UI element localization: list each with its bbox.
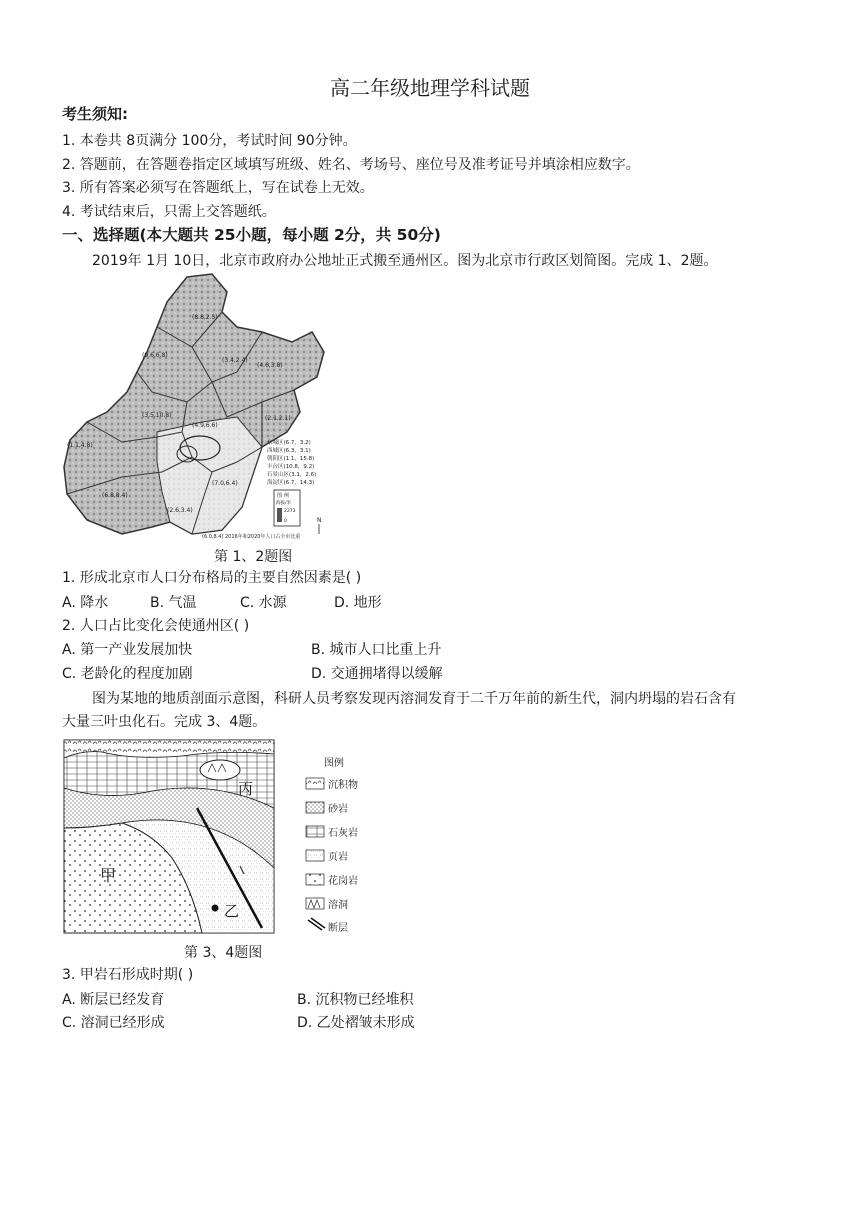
intro-2-line-2: 大量三叶虫化石。完成 3、4题。 (62, 714, 267, 730)
q2-stem: 2. 人口占比变化会使通州区( ) (62, 618, 250, 634)
legend-cave: 溶洞 (328, 900, 348, 911)
q1-option-b: B. 气温 (150, 595, 197, 611)
legend-sediment: 沉积物 (328, 780, 358, 791)
q3-option-b: B. 沉积物已经堆积 (297, 992, 414, 1008)
q1-option-a: A. 降水 (62, 595, 109, 611)
legend-title-2: 例 (284, 493, 290, 499)
legend-gradient (277, 508, 282, 522)
notice-heading: 考生须知: (62, 105, 128, 123)
legend-title-1: 图 (277, 493, 283, 499)
district-label: (6.8,8.4) (102, 492, 128, 499)
figure1-caption: 第 1、2题图 (214, 549, 293, 565)
q2-option-d: D. 交通拥堵得以缓解 (311, 666, 443, 682)
legend-sandstone-swatch (306, 802, 324, 813)
geo-legend-title: 图例 (324, 758, 344, 769)
legend-fault-icon (308, 918, 325, 930)
legend-unit: 海拔/米 (276, 501, 292, 506)
district-label: (7.0,6.4) (212, 480, 238, 487)
label-yi: 乙 (224, 902, 240, 920)
section-mid1: 小题，每小题 (235, 226, 334, 244)
map-legend-line: 西城区(6.3，3.1) (267, 448, 311, 454)
legend-sediment-swatch (306, 778, 324, 789)
legend-fault: 断层 (328, 923, 348, 934)
notice-item-1: 1. 本卷共 8页满分 100分，考试时间 90分钟。 (62, 133, 357, 149)
map-legend-line: 朝阳区(1.1，15.8) (267, 456, 315, 462)
legend-limestone-swatch (306, 826, 324, 837)
district-label: (3.4,2.4) (222, 357, 248, 364)
notice-item-3: 3. 所有答案必须写在答题纸上，写在试卷上无效。 (62, 180, 374, 196)
section-total: 50 (396, 226, 419, 244)
legend-high: 2273 (284, 509, 296, 514)
section-prefix: 一、选择题(本大题共 (62, 226, 214, 244)
district-label: (4.9,6.6) (192, 422, 218, 429)
section-heading (62, 224, 441, 246)
legend-limestone: 石灰岩 (328, 828, 358, 839)
q2-option-c: C. 老龄化的程度加剧 (62, 666, 193, 682)
district-label: (8.8,2.5) (192, 314, 218, 321)
district-label: (3.5,10.8) (142, 412, 172, 419)
legend-low: 0 (284, 519, 287, 524)
legend-shale: 页岩 (328, 852, 348, 863)
q1-option-d: D. 地形 (334, 595, 382, 611)
map-legend-line: 丰台区(10.8，9.2) (267, 464, 315, 470)
beijing-map (62, 272, 334, 542)
q3-option-d: D. 乙处褶皱未形成 (297, 1015, 415, 1031)
district-label: (4.6,3.8) (257, 362, 283, 369)
legend-granite: 花岗岩 (328, 876, 358, 887)
district-label: (1.1,4.8) (67, 442, 93, 449)
map-note: (6.0,8.4) 2016年和2020年人口占全市比重 (202, 534, 301, 540)
map-legend-line: 东城区(6.7，3.2) (267, 440, 311, 446)
q1-stem: 1. 形成北京市人口分布格局的主要自然因素是( ) (62, 570, 362, 586)
north-arrow-icon: N (317, 517, 322, 524)
point-yi-marker (212, 905, 219, 912)
geology-profile-figure (62, 738, 384, 938)
q2-option-b: B. 城市人口比重上升 (311, 642, 442, 658)
legend-cave-swatch (306, 898, 324, 909)
legend-granite-swatch (306, 874, 324, 885)
district-label: (2.6,3.4) (167, 507, 193, 514)
map-legend-line: 海淀区(6.7，14.3) (267, 480, 315, 486)
legend-sandstone: 砂岩 (328, 804, 348, 815)
elevation-legend (274, 490, 300, 526)
section-points: 2 (333, 226, 345, 244)
figure2-caption: 第 3、4题图 (184, 945, 263, 961)
q3-stem: 3. 甲岩石形成时期( ) (62, 967, 194, 983)
intro-2-line-1: 图为某地的地质剖面示意图，科研人员考察发现丙溶洞发育于二千万年前的新生代，洞内坍塌的岩石含有 (92, 691, 736, 707)
notice-item-4: 4. 考试结束后，只需上交答题纸。 (62, 204, 276, 220)
q3-option-a: A. 断层已经发育 (62, 992, 165, 1008)
label-bing: 丙 (238, 780, 254, 798)
district-label: (9.6,6.8) (142, 352, 168, 359)
legend-shale-swatch (306, 850, 324, 861)
map-legend-line: 石景山区(3.1，2.6) (267, 472, 317, 478)
q3-option-c: C. 溶洞已经形成 (62, 1015, 165, 1031)
cave (200, 760, 240, 780)
label-jia: 甲 (100, 866, 117, 885)
q2-option-a: A. 第一产业发展加快 (62, 642, 193, 658)
geology-profile (62, 738, 384, 938)
intro-1: 2019年 1月 10日，北京市政府办公地址正式搬至通州区。图为北京市行政区划简图。完成 1、2题。 (92, 253, 718, 269)
beijing-map-figure (62, 272, 334, 542)
map-plain-area (157, 417, 262, 534)
page-title: 高二年级地理学科试题 (330, 76, 530, 100)
section-suffix: 分) (418, 226, 441, 244)
q1-option-c: C. 水源 (240, 595, 287, 611)
notice-item-2: 2. 答题前，在答题卷指定区域填写班级、姓名、考场号、座位号及准考证号并填涂相应数字。 (62, 157, 640, 173)
district-label: (2.1,2.1) (265, 415, 291, 422)
section-mid2: 分，共 (344, 226, 397, 244)
section-count: 25 (213, 226, 236, 244)
